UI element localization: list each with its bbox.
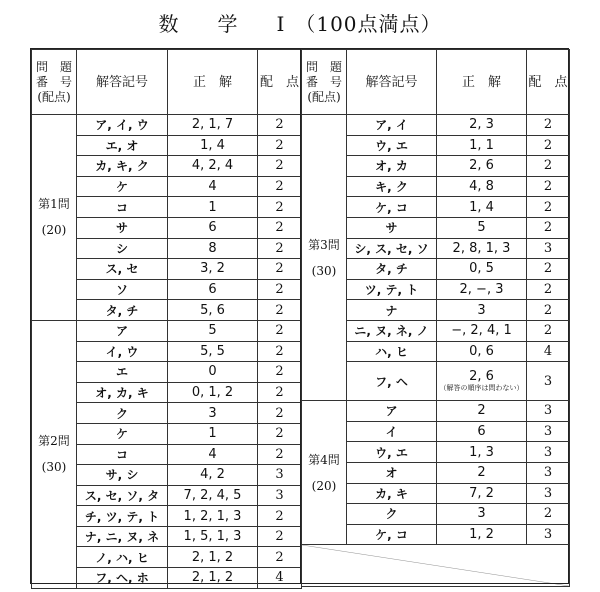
table-row: エ, オ 1, 4 2 xyxy=(32,135,302,156)
table-row: ソ 6 2 xyxy=(32,279,302,300)
header-correct-answer: 正 解 xyxy=(437,50,527,115)
table-row: エ 0 2 xyxy=(32,362,302,383)
table-row: オ 2 3 xyxy=(302,462,570,483)
table-row: フ, ヘ 2, 6 （解答の順序は問わない） 3 xyxy=(302,362,570,401)
table-row: ノ, ハ, ヒ 2, 1, 2 2 xyxy=(32,547,302,568)
header-question-number: 問 題 番 号 (配点) xyxy=(32,50,77,115)
table-row: タ, チ 5, 6 2 xyxy=(32,300,302,321)
table-row: ニ, ヌ, ネ, ノ −, 2, 4, 1 2 xyxy=(302,320,570,341)
title-max-score: （100点満点） xyxy=(295,12,442,36)
table-row: ナ, ニ, ヌ, ネ 1, 5, 1, 3 2 xyxy=(32,526,302,547)
header-correct-answer: 正 解 xyxy=(168,50,258,115)
table-row: イ 6 3 xyxy=(302,421,570,442)
header-answer-symbol: 解答記号 xyxy=(347,50,437,115)
header-points: 配 点 xyxy=(527,50,570,115)
table-row: サ 6 2 xyxy=(32,217,302,238)
table-row: ナ 3 2 xyxy=(302,300,570,321)
page-title xyxy=(0,8,600,37)
header-question-number: 問 題 番 号 (配点) xyxy=(302,50,347,115)
table-row: イ, ウ 5, 5 2 xyxy=(32,341,302,362)
table-row: ケ, コ 1, 2 3 xyxy=(302,524,570,545)
title-level: I xyxy=(276,12,286,36)
table-row: オ, カ 2, 6 2 xyxy=(302,156,570,177)
question-label-2: 第2問 (30) xyxy=(32,320,77,588)
question-label-1: 第1問 (20) xyxy=(32,115,77,321)
table-row: タ, チ 0, 5 2 xyxy=(302,259,570,280)
order-note: （解答の順序は問わない） xyxy=(439,384,524,393)
table-row: ス, セ 3, 2 2 xyxy=(32,259,302,280)
table-row: 第2問 (30) ア 5 2 xyxy=(32,320,302,341)
table-row: キ, ク 4, 8 2 xyxy=(302,176,570,197)
table-row: ウ, エ 1, 3 3 xyxy=(302,442,570,463)
table-row: 第3問 (30) ア, イ 2, 3 2 xyxy=(302,115,570,136)
table-row: ハ, ヒ 0, 6 4 xyxy=(302,341,570,362)
header-answer-symbol: 解答記号 xyxy=(77,50,168,115)
answer-table-left xyxy=(30,48,301,584)
title-subject-2: 学 xyxy=(217,12,239,36)
table-row: サ, シ 4, 2 3 xyxy=(32,465,302,486)
answer-table-right xyxy=(300,48,569,584)
empty-row xyxy=(302,545,570,587)
question-label-4: 第4問 (20) xyxy=(302,401,347,545)
table-row: ケ 1 2 xyxy=(32,423,302,444)
table-row: ス, セ, ソ, タ 7, 2, 4, 5 3 xyxy=(32,485,302,506)
table-row: ウ, エ 1, 1 2 xyxy=(302,135,570,156)
diagonal-line-icon xyxy=(302,545,569,586)
table-row: サ 5 2 xyxy=(302,217,570,238)
header-row xyxy=(32,50,302,115)
table-row: ク 3 2 xyxy=(302,504,570,525)
header-row xyxy=(302,50,570,115)
header-points: 配 点 xyxy=(258,50,302,115)
table-row: シ, ス, セ, ソ 2, 8, 1, 3 3 xyxy=(302,238,570,259)
question-label-3: 第3問 (30) xyxy=(302,115,347,401)
title-subject-1: 数 xyxy=(158,12,180,36)
table-row: ケ, コ 1, 4 2 xyxy=(302,197,570,218)
table-row: オ, カ, キ 0, 1, 2 2 xyxy=(32,382,302,403)
table-row: カ, キ 7, 2 3 xyxy=(302,483,570,504)
table-row: 第4問 (20) ア 2 3 xyxy=(302,401,570,422)
table-row: ツ, テ, ト 2, −, 3 2 xyxy=(302,279,570,300)
table-row: コ 4 2 xyxy=(32,444,302,465)
table-row: チ, ツ, テ, ト 1, 2, 1, 3 2 xyxy=(32,506,302,527)
table-row: コ 1 2 xyxy=(32,197,302,218)
table-row: 第1問 (20) ア, イ, ウ 2, 1, 7 2 xyxy=(32,115,302,136)
table-row: シ 8 2 xyxy=(32,238,302,259)
table-row: ク 3 2 xyxy=(32,403,302,424)
table-row: カ, キ, ク 4, 2, 4 2 xyxy=(32,156,302,177)
table-row: フ, ヘ, ホ 2, 1, 2 4 xyxy=(32,568,302,589)
table-row: ケ 4 2 xyxy=(32,176,302,197)
diagonal-strike-cell xyxy=(302,545,570,587)
